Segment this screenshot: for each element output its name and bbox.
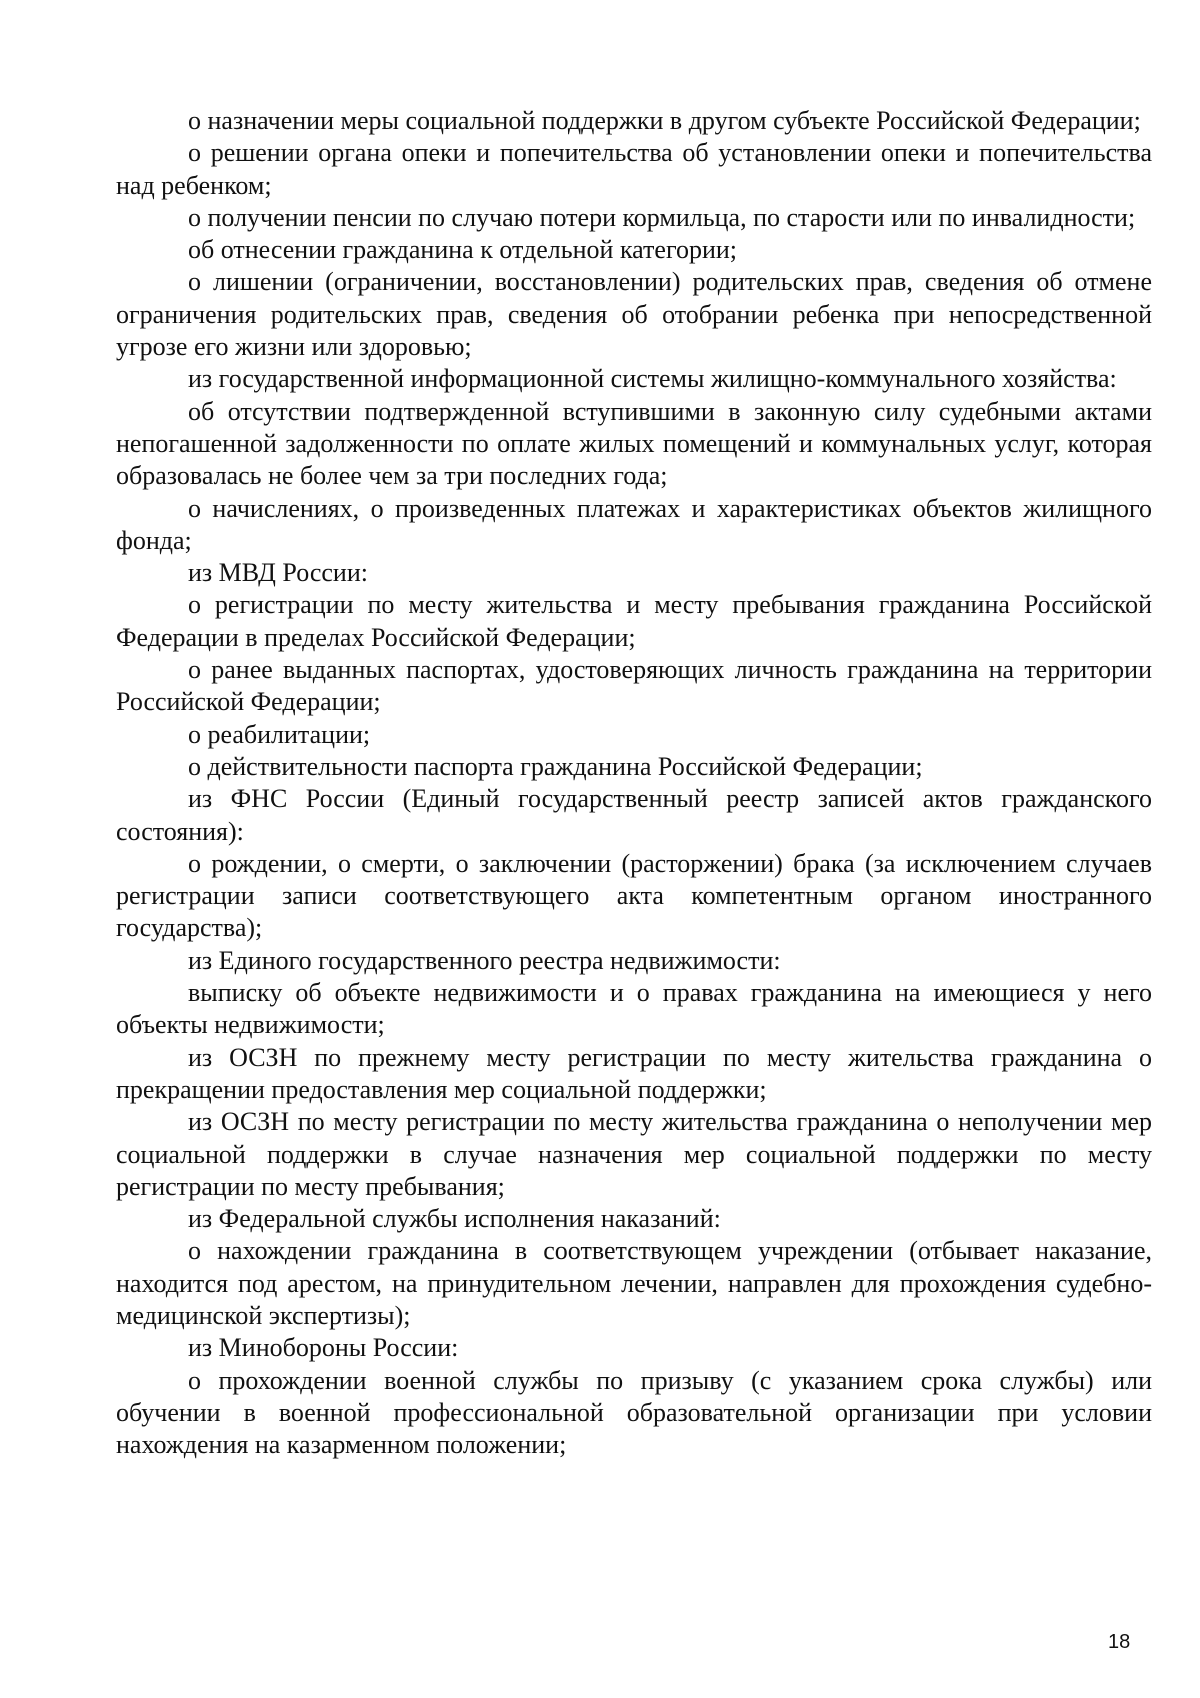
paragraph: из ОСЗН по месту регистрации по месту жительства гражданина о неполучении мер социальной поддержки в случае назначения мер социальной поддержки по месту регистрации по месту пребывания;	[116, 1107, 1152, 1201]
paragraph: о назначении меры социальной поддержки в другом субъекте Российской Федерации;	[188, 106, 1141, 135]
paragraph: о решении органа опеки и попечительства об установлении опеки и попечительства над ребенком;	[116, 138, 1152, 200]
paragraph: о реабилитации;	[188, 719, 371, 749]
paragraph: о действительности паспорта гражданина Российской Федерации;	[188, 751, 923, 781]
paragraph: о ранее выданных паспортах, удостоверяющих личность гражданина на территории Российской Федерации;	[116, 655, 1152, 717]
paragraph: о нахождении гражданина в соответствующем учреждении (отбывает наказание, находится под арестом, на принудительном лечении, направлен для прохождения судебно-медицинской экспертизы);	[116, 1236, 1152, 1330]
document-body	[116, 105, 1152, 1461]
paragraph: из ФНС России (Единый государственный реестр записей актов гражданского состояния):	[116, 784, 1152, 846]
paragraph: из МВД России:	[188, 558, 368, 588]
paragraph: из Федеральной службы исполнения наказаний:	[188, 1204, 721, 1234]
page-number: 18	[1108, 1631, 1131, 1653]
paragraph: из Минобороны России:	[188, 1333, 459, 1363]
paragraph: о начислениях, о произведенных платежах и характеристиках объектов жилищного фонда;	[116, 493, 1152, 555]
paragraph: об отнесении гражданина к отдельной категории;	[188, 235, 738, 265]
paragraph: о прохождении военной службы по призыву (с указанием срока службы) или обучении в военной профессиональной образовательной организации при условии нахождения на казарменном положении;	[116, 1365, 1152, 1460]
paragraph: из ОСЗН по прежнему месту регистрации по месту жительства гражданина о прекращении предоставления мер социальной поддержки;	[116, 1042, 1152, 1104]
paragraph: о рождении, о смерти, о заключении (расторжении) брака (за исключением случаев регистрации записи соответствующего акта компетентным органом иностранного государства);	[116, 848, 1152, 943]
paragraph: выписку об объекте недвижимости и о правах гражданина на имеющиеся у него объекты недвижимости;	[116, 978, 1152, 1040]
paragraph: о регистрации по месту жительства и месту пребывания гражданина Российской Федерации в пределах Российской Федерации;	[116, 590, 1152, 652]
paragraph: из Единого государственного реестра недвижимости:	[188, 945, 781, 975]
paragraph: о лишении (ограничении, восстановлении) родительских прав, сведения об отмене ограничения родительских прав, сведения об отобрании ребенка при непосредственной угрозе его жизни или здоровью;	[116, 267, 1152, 362]
paragraph: о получении пенсии по случаю потери кормильца, по старости или по инвалидности;	[188, 202, 1136, 232]
paragraph: об отсутствии подтвержденной вступившими в законную силу судебными актами непогашенной задолженности по оплате жилых помещений и коммунальных услуг, которая образовалась не более чем за три последних года;	[116, 396, 1152, 491]
paragraph: из государственной информационной системы жилищно-коммунального хозяйства:	[188, 364, 1117, 394]
